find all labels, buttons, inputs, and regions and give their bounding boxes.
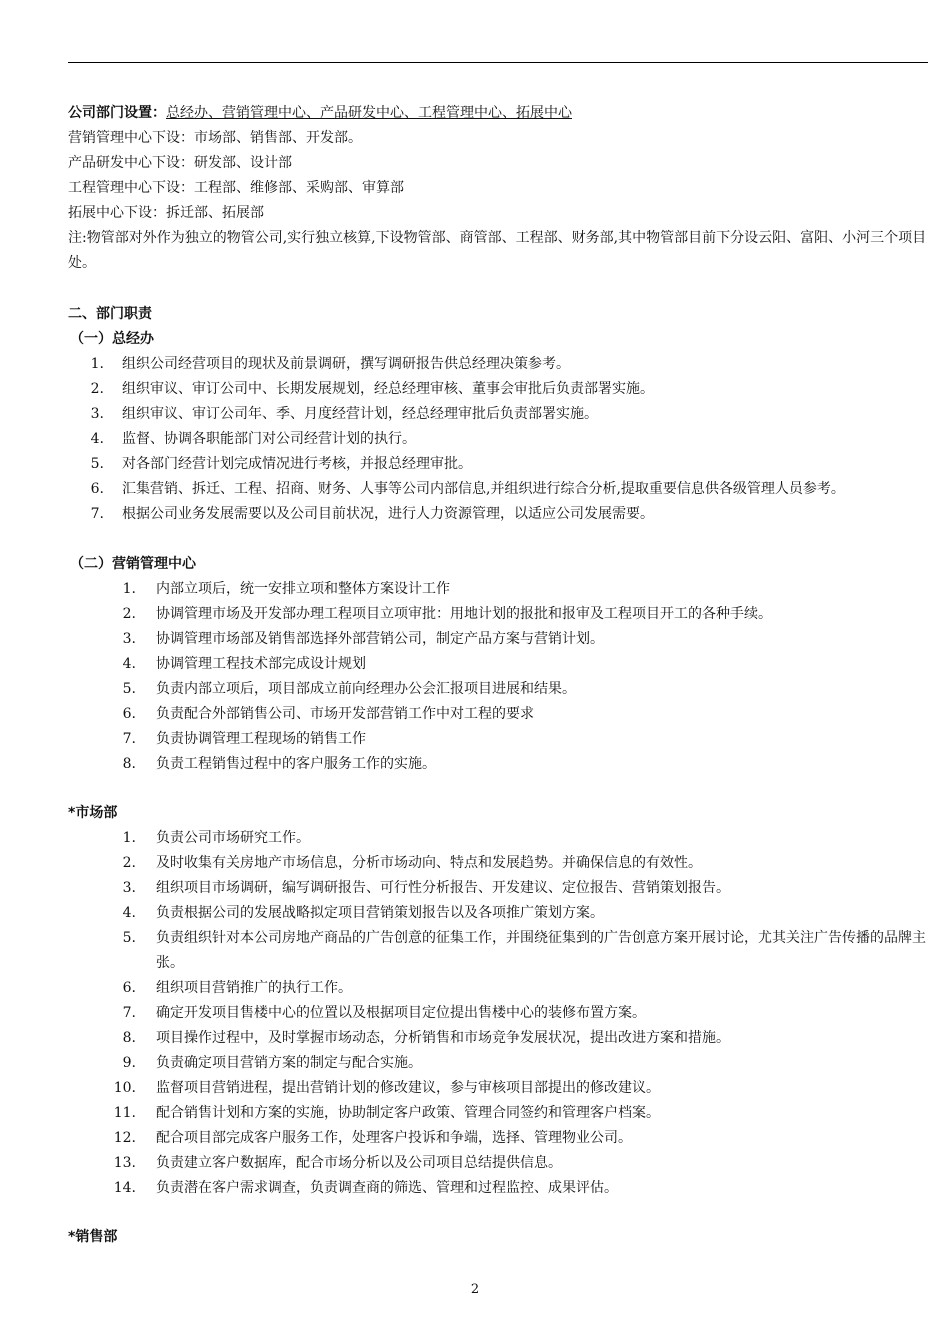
list-item-number: 14. bbox=[113, 1180, 136, 1196]
list-item-number: 1. bbox=[122, 830, 136, 846]
list-item-number: 6. bbox=[90, 481, 104, 497]
list-item-text: 监督项目营销进程，提出营销计划的修改建议，参与审核项目部提出的修改建议。 bbox=[156, 1080, 660, 1096]
list-item-text: 组织审议、审订公司年、季、月度经营计划，经总经理审批后负责部署实施。 bbox=[122, 406, 598, 422]
department-setup-value: 总经办、营销管理中心、产品研发中心、工程管理中心、拓展中心 bbox=[166, 105, 572, 121]
list-item-number: 5. bbox=[122, 681, 136, 697]
list-item-number: 2. bbox=[90, 381, 104, 397]
subsection-title-sales-dept: *销售部 bbox=[68, 1229, 118, 1245]
list-item-number: 2. bbox=[122, 855, 136, 871]
list-item-text: 负责内部立项后，项目部成立前向经理办公会汇报项目进展和结果。 bbox=[156, 681, 576, 697]
page-number: 2 bbox=[470, 1282, 480, 1297]
list-item-number: 6. bbox=[122, 706, 136, 722]
list-item bbox=[68, 1151, 932, 1176]
list-item-number: 9. bbox=[122, 1055, 136, 1071]
list-item bbox=[68, 427, 932, 452]
list-item-text: 对各部门经营计划完成情况进行考核，并报总经理审批。 bbox=[122, 456, 472, 472]
list-item-number: 4. bbox=[122, 905, 136, 921]
list-item bbox=[68, 377, 932, 402]
list-item-number: 2. bbox=[122, 606, 136, 622]
list-item bbox=[68, 1026, 932, 1051]
list-item-text: 根据公司业务发展需要以及公司目前状况，进行人力资源管理，以适应公司发展需要。 bbox=[122, 506, 654, 522]
list-item-number: 5. bbox=[90, 456, 104, 472]
intro-line: 工程管理中心下设：工程部、维修部、采购部、审算部 bbox=[68, 180, 404, 196]
list-item bbox=[68, 602, 932, 627]
list-item-text: 组织项目营销推广的执行工作。 bbox=[156, 980, 352, 996]
list-item bbox=[68, 926, 932, 976]
list-item-text: 及时收集有关房地产市场信息，分析市场动向、特点和发展趋势。并确保信息的有效性。 bbox=[156, 855, 702, 871]
list-item-number: 7. bbox=[122, 1005, 136, 1021]
list-item-text: 负责配合外部销售公司、市场开发部营销工作中对工程的要求 bbox=[156, 706, 534, 722]
list-item-number: 3. bbox=[122, 631, 136, 647]
list-item-number: 5. bbox=[122, 930, 136, 946]
list-item-number: 10. bbox=[113, 1080, 136, 1096]
list-item-number: 1. bbox=[122, 581, 136, 597]
list-item bbox=[68, 402, 932, 427]
list-item bbox=[68, 752, 932, 777]
list-item-text: 项目操作过程中，及时掌握市场动态，分析销售和市场竞争发展状况，提出改进方案和措施。 bbox=[156, 1030, 730, 1046]
list-item-number: 3. bbox=[90, 406, 104, 422]
subsection-title-market-dept: *市场部 bbox=[68, 805, 118, 821]
list-item bbox=[68, 627, 932, 652]
list-item-text: 汇集营销、拆迁、工程、招商、财务、人事等公司内部信息,并组织进行综合分析,提取重要信息供各级管理人员参考。 bbox=[122, 481, 845, 497]
list-item bbox=[68, 702, 932, 727]
list-item bbox=[68, 727, 932, 752]
list-item bbox=[68, 1051, 932, 1076]
list-item bbox=[68, 477, 932, 502]
list-item-text: 组织项目市场调研，编写调研报告、可行性分析报告、开发建议、定位报告、营销策划报告。 bbox=[156, 880, 730, 896]
document-body bbox=[68, 101, 932, 1250]
list-item bbox=[68, 1126, 932, 1151]
market-dept-duties-list bbox=[68, 826, 932, 1201]
list-item bbox=[68, 577, 932, 602]
intro-line: 营销管理中心下设：市场部、销售部、开发部。 bbox=[68, 130, 362, 146]
intro-note: 注:物管部对外作为独立的物管公司,实行独立核算,下设物管部、商管部、工程部、财务部,其中物管部目前下分设云阳、富阳、小河三个项目处。 bbox=[68, 230, 927, 271]
list-item-text: 协调管理市场及开发部办理工程项目立项审批：用地计划的报批和报审及工程项目开工的各种手续。 bbox=[156, 606, 772, 622]
list-item-number: 4. bbox=[90, 431, 104, 447]
list-item-number: 7. bbox=[122, 731, 136, 747]
list-item-text: 负责协调管理工程现场的销售工作 bbox=[156, 731, 366, 747]
department-setup-label: 公司部门设置： bbox=[68, 105, 166, 121]
list-item bbox=[68, 826, 932, 851]
list-item-number: 11. bbox=[113, 1105, 136, 1121]
list-item bbox=[68, 1176, 932, 1201]
list-item bbox=[68, 1101, 932, 1126]
list-item bbox=[68, 1001, 932, 1026]
header-rule bbox=[68, 62, 928, 63]
list-item-text: 监督、协调各职能部门对公司经营计划的执行。 bbox=[122, 431, 416, 447]
list-item-number: 7. bbox=[90, 506, 104, 522]
list-item bbox=[68, 502, 932, 527]
list-item-text: 负责确定项目营销方案的制定与配合实施。 bbox=[156, 1055, 422, 1071]
list-item bbox=[68, 1076, 932, 1101]
list-item-text: 配合项目部完成客户服务工作，处理客户投诉和争端，选择、管理物业公司。 bbox=[156, 1130, 632, 1146]
list-item-number: 3. bbox=[122, 880, 136, 896]
subsection-title-gm: （一）总经办 bbox=[70, 331, 154, 347]
list-item-text: 组织审议、审订公司中、长期发展规划，经总经理审核、董事会审批后负责部署实施。 bbox=[122, 381, 654, 397]
subsection-title-marketing: （二）营销管理中心 bbox=[70, 556, 196, 572]
list-item bbox=[68, 352, 932, 377]
list-item bbox=[68, 901, 932, 926]
list-item-text: 配合销售计划和方案的实施，协助制定客户政策、管理合同签约和管理客户档案。 bbox=[156, 1105, 660, 1121]
list-item-number: 8. bbox=[122, 1030, 136, 1046]
list-item-text: 负责建立客户数据库，配合市场分析以及公司项目总结提供信息。 bbox=[156, 1155, 562, 1171]
gm-duties-list bbox=[68, 352, 932, 527]
list-item-text: 内部立项后，统一安排立项和整体方案设计工作 bbox=[156, 581, 450, 597]
list-item bbox=[68, 876, 932, 901]
list-item-text: 负责组织针对本公司房地产商品的广告创意的征集工作，并围绕征集到的广告创意方案开展讨论，尤其关注广告传播的品牌主张。 bbox=[156, 930, 926, 971]
list-item-number: 8. bbox=[122, 756, 136, 772]
list-item-number: 6. bbox=[122, 980, 136, 996]
list-item-text: 负责工程销售过程中的客户服务工作的实施。 bbox=[156, 756, 436, 772]
list-item-text: 确定开发项目售楼中心的位置以及根据项目定位提出售楼中心的装修布置方案。 bbox=[156, 1005, 646, 1021]
section-title: 二、部门职责 bbox=[68, 306, 152, 322]
department-setup-line bbox=[68, 101, 932, 126]
list-item bbox=[68, 652, 932, 677]
list-item-text: 负责根据公司的发展战略拟定项目营销策划报告以及各项推广策划方案。 bbox=[156, 905, 604, 921]
list-item-text: 负责潜在客户需求调查，负责调查商的筛选、管理和过程监控、成果评估。 bbox=[156, 1180, 618, 1196]
list-item bbox=[68, 976, 932, 1001]
list-item-text: 协调管理工程技术部完成设计规划 bbox=[156, 656, 366, 672]
intro-line: 拓展中心下设：拆迁部、拓展部 bbox=[68, 205, 264, 221]
list-item-number: 4. bbox=[122, 656, 136, 672]
list-item-text: 负责公司市场研究工作。 bbox=[156, 830, 310, 846]
intro-line: 产品研发中心下设：研发部、设计部 bbox=[68, 155, 292, 171]
marketing-duties-list bbox=[68, 577, 932, 777]
list-item-text: 协调管理市场部及销售部选择外部营销公司，制定产品方案与营销计划。 bbox=[156, 631, 604, 647]
list-item-number: 13. bbox=[113, 1155, 136, 1171]
list-item-text: 组织公司经营项目的现状及前景调研，撰写调研报告供总经理决策参考。 bbox=[122, 356, 570, 372]
list-item-number: 12. bbox=[113, 1130, 136, 1146]
list-item bbox=[68, 677, 932, 702]
list-item bbox=[68, 452, 932, 477]
list-item bbox=[68, 851, 932, 876]
list-item-number: 1. bbox=[90, 356, 104, 372]
